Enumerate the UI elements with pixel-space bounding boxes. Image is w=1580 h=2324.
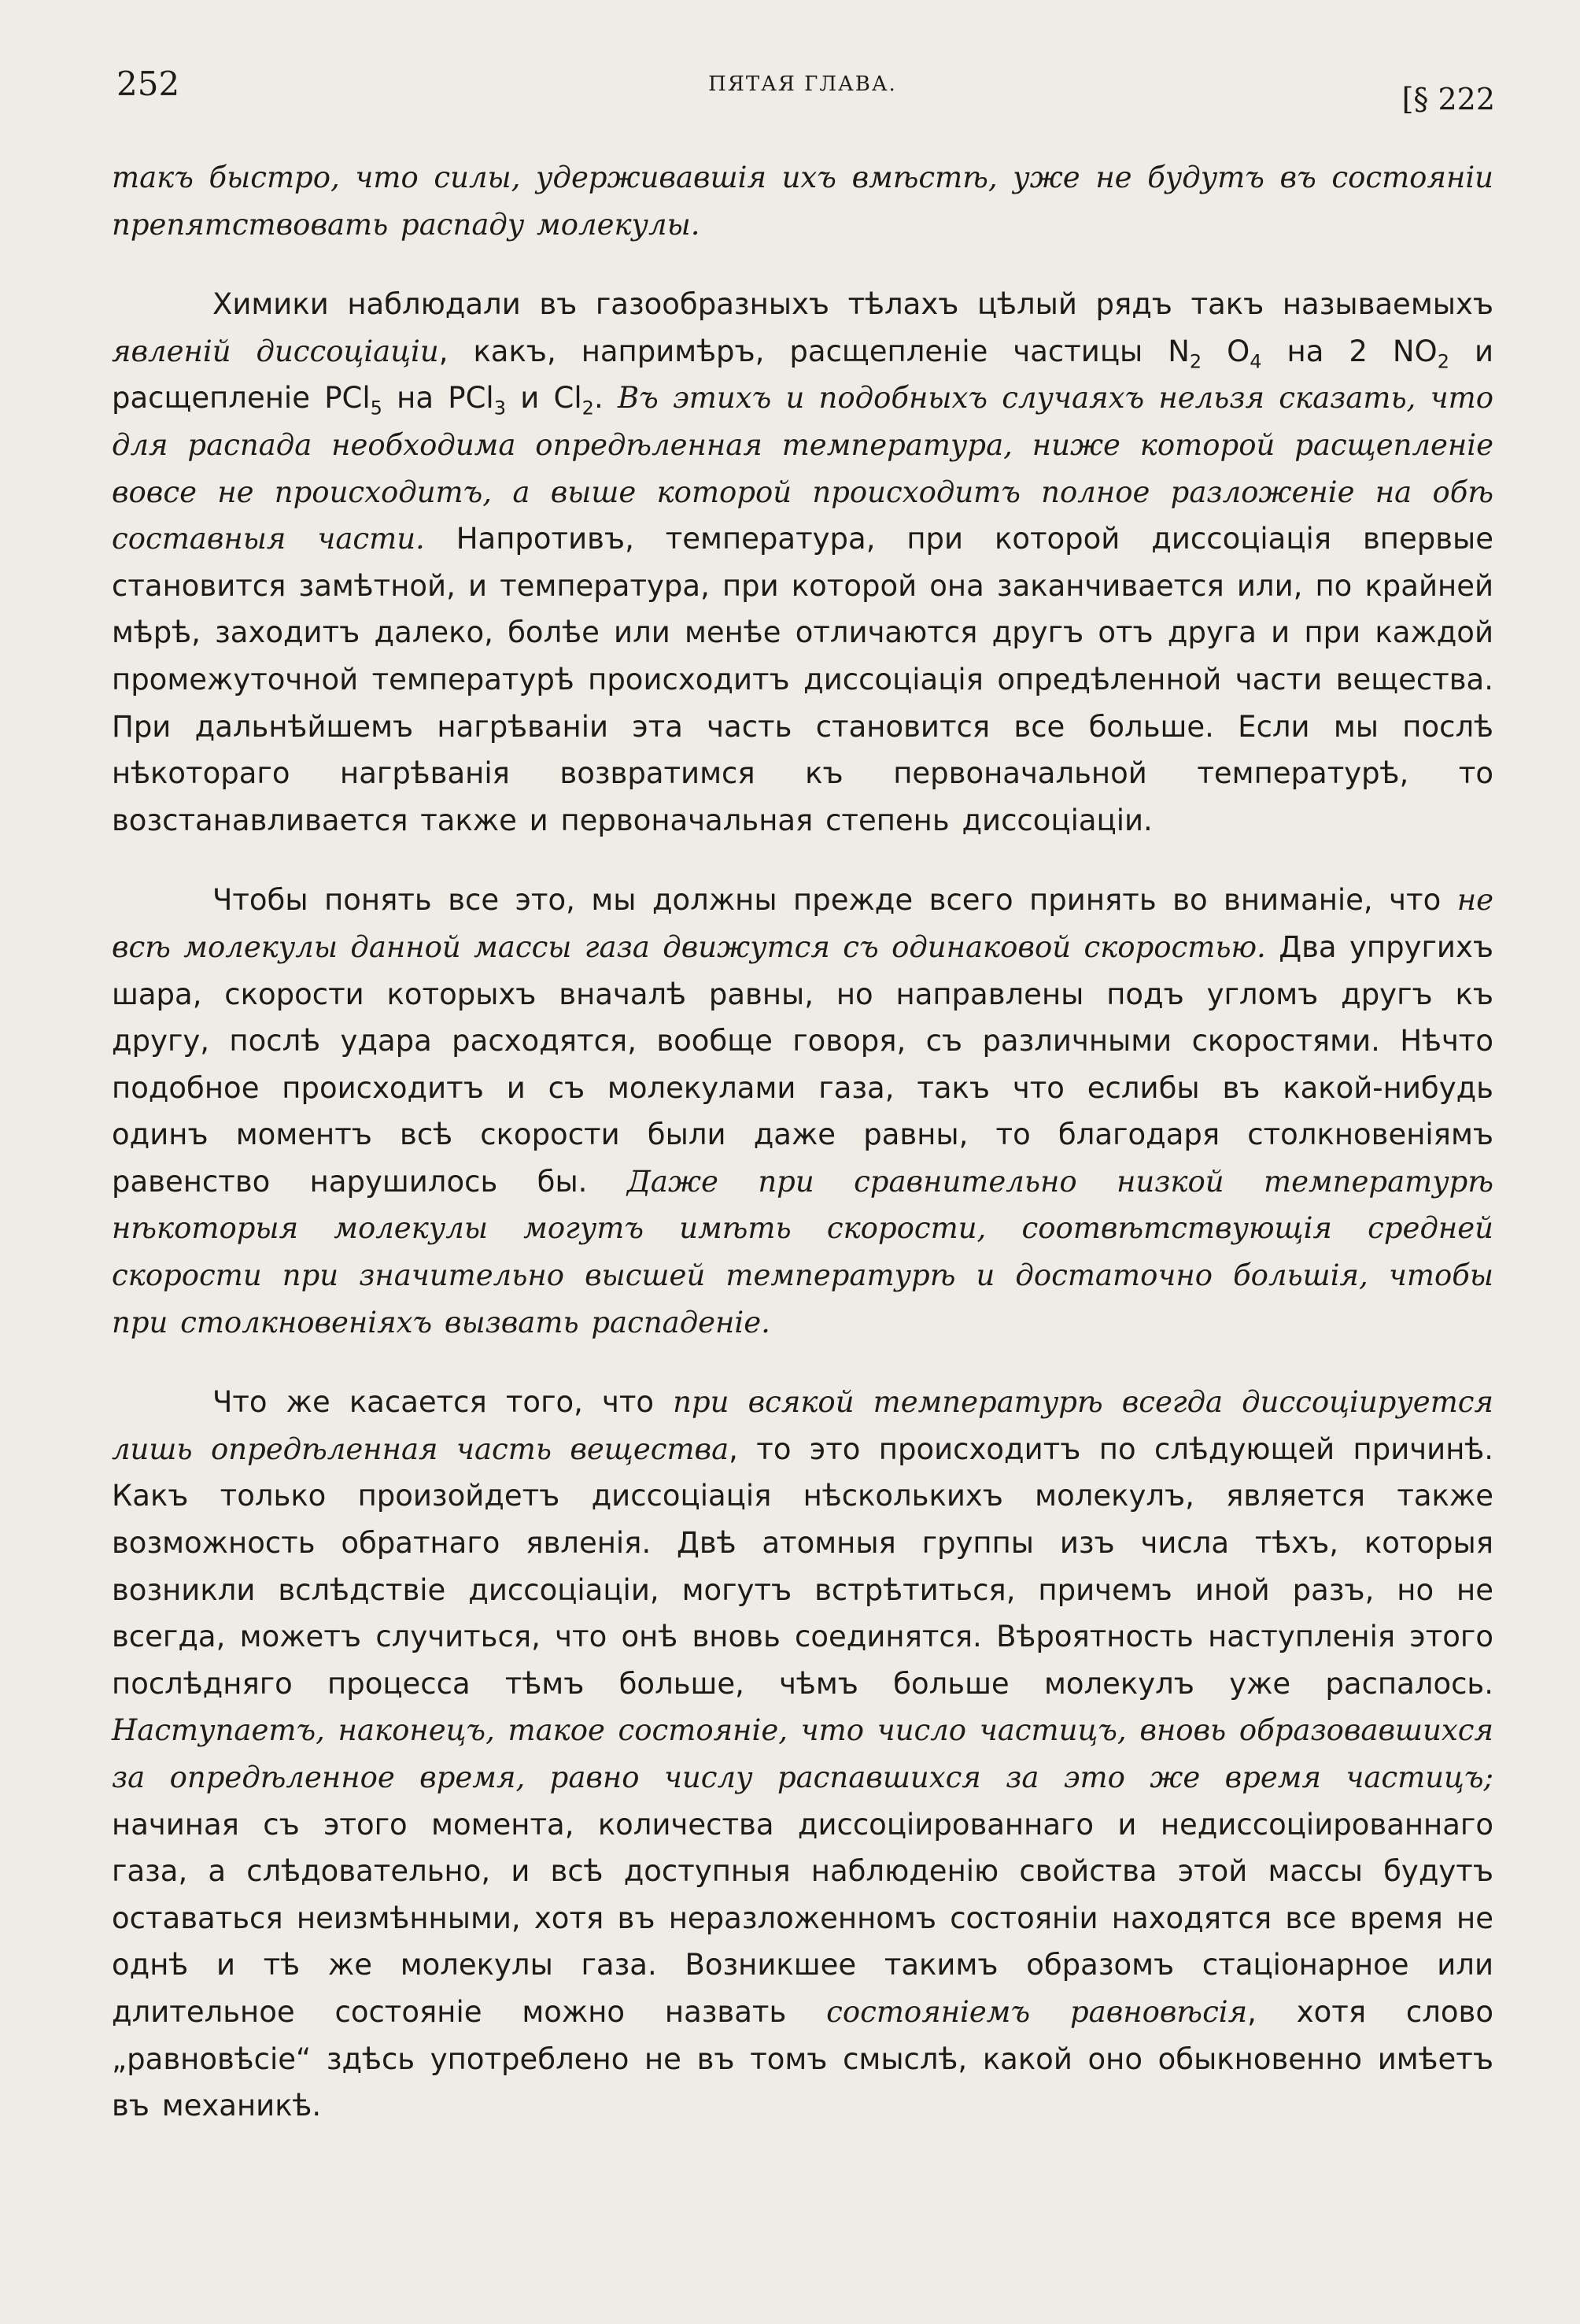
text-run: .: [593, 381, 618, 416]
text-run: , какъ, напримѣръ, расщепленіе частицы N: [438, 334, 1190, 368]
running-header: [110, 65, 1495, 120]
text-run: на PCl: [382, 381, 494, 416]
italic-text: Даже при сравнительно низкой температурѣ нѣкоторыя молекулы могутъ имѣть скорости, соотвѣтствующія средней скорости при значительно высшей температурѣ и достаточно большія, чтобы при столкновеніяхъ вызвать распаденіе.: [112, 1164, 1494, 1339]
text-run: , хотя слово „равновѣсіе“ здѣсь употреблено не въ томъ смыслѣ, какой оно обыкновенно имѣетъ въ механикѣ.: [112, 1994, 1494, 2123]
italic-text: Въ этихъ и подобныхъ случаяхъ нельзя сказать, что для распада необходима опредѣленная температура, ниже которой расщепленіе вовсе не происходитъ, а выше которой происходитъ полное разложеніе на обѣ составныя части.: [112, 381, 1493, 556]
text-run: Что же касается того, что: [212, 1385, 674, 1420]
page-number: 252: [116, 65, 180, 103]
italic-text: не всѣ молекулы данной массы газа движутся съ одинаковой скоростью.: [112, 883, 1493, 964]
text-run: начиная съ этого момента, количества диссоціированнаго и недиссоціированнаго газа, а слѣдовательно, и всѣ доступныя наблюденію свойства этой массы будутъ оставаться неизмѣнными, хотя въ неразложенномъ состояніи находятся все время не однѣ и тѣ же молекулы газа. Возникшее такимъ образомъ стаціонарное или длительное состояніе можно назвать: [112, 1807, 1493, 2029]
section-reference: [§ 222: [1401, 82, 1495, 116]
text-run: Чтобы понять все это, мы должны прежде всего принять во вниманіе, что: [212, 883, 1457, 918]
body-text: [112, 154, 1493, 2163]
text-run: , то это происходитъ по слѣдующей причинѣ. Какъ только произойдетъ диссоціація нѣсколькихъ молекулъ, является также возможность обратнаго явленія. Двѣ атомныя группы изъ числа тѣхъ, которыя возникли вслѣдствіе диссоціаціи, могутъ встрѣтиться, причемъ иной разъ, но не всегда, можетъ случиться, что онѣ вновь соединятся. Вѣроятность наступленія этого послѣдняго процесса тѣмъ больше, чѣмъ больше молекулъ уже распалось.: [112, 1432, 1493, 1701]
text-run: Два упругихъ шара, скорости которыхъ вначалѣ равны, но направлены подъ угломъ другъ къ другу, послѣ удара расходятся, вообще говоря, съ различными скоростями. Нѣчто подобное происходитъ и съ молекулами газа, такъ что еслибы въ какой-нибудь одинъ моментъ всѣ скорости были даже равны, то благодаря столкновеніямъ равенство нарушилось бы.: [112, 929, 1493, 1199]
text-run: и расщепленіе PCl: [112, 334, 1493, 416]
subscript: 2: [581, 397, 594, 419]
paragraph: [112, 877, 1493, 1346]
paragraph: [112, 154, 1493, 248]
paragraph: [112, 1379, 1493, 2130]
subscript: 2: [1437, 350, 1449, 373]
running-title: ПЯТАЯ ГЛАВА.: [708, 72, 897, 96]
text-run: и Cl: [506, 381, 582, 416]
paragraph: [112, 281, 1493, 844]
italic-text: явленій диссоціаціи: [112, 334, 439, 368]
italic-text: Наступаетъ, наконецъ, такое состояніе, что число частицъ, вновь образовавшихся за опредѣленное время, равно числу распавшихся за это же время частицъ;: [112, 1713, 1493, 1794]
text-run: Химики наблюдали въ газообразныхъ тѣлахъ цѣлый рядъ такъ называемыхъ: [212, 287, 1493, 322]
italic-text: при всякой температурѣ всегда диссоціируется лишь опредѣленная часть вещества: [112, 1385, 1493, 1466]
subscript: 5: [370, 397, 382, 419]
text-run: на 2 NO: [1261, 334, 1438, 368]
text-run: O: [1202, 334, 1250, 368]
text-run: Напротивъ, температура, при которой диссоціація впервые становится замѣтной, и температура, при которой она заканчивается или, по крайней мѣрѣ, заходитъ далеко, болѣе или менѣе отличаются другъ отъ друга и при каждой промежуточной температурѣ происходитъ диссоціація опредѣленной части вещества. При дальнѣйшемъ нагрѣваніи эта часть становится все больше. Если мы послѣ нѣкотораго нагрѣванія возвратимся къ первоначальной температурѣ, то возстанавливается также и первоначальная степень диссоціаціи.: [112, 522, 1494, 837]
subscript: 3: [493, 397, 506, 419]
subscript: 4: [1250, 350, 1262, 373]
italic-text: такъ быстро, что силы, удерживавшія ихъ вмѣстѣ, уже не будутъ въ состояніи препятствовать распаду молекулы.: [112, 161, 1493, 242]
italic-text: состояніемъ равновѣсія: [826, 1994, 1248, 2029]
subscript: 2: [1189, 350, 1202, 373]
